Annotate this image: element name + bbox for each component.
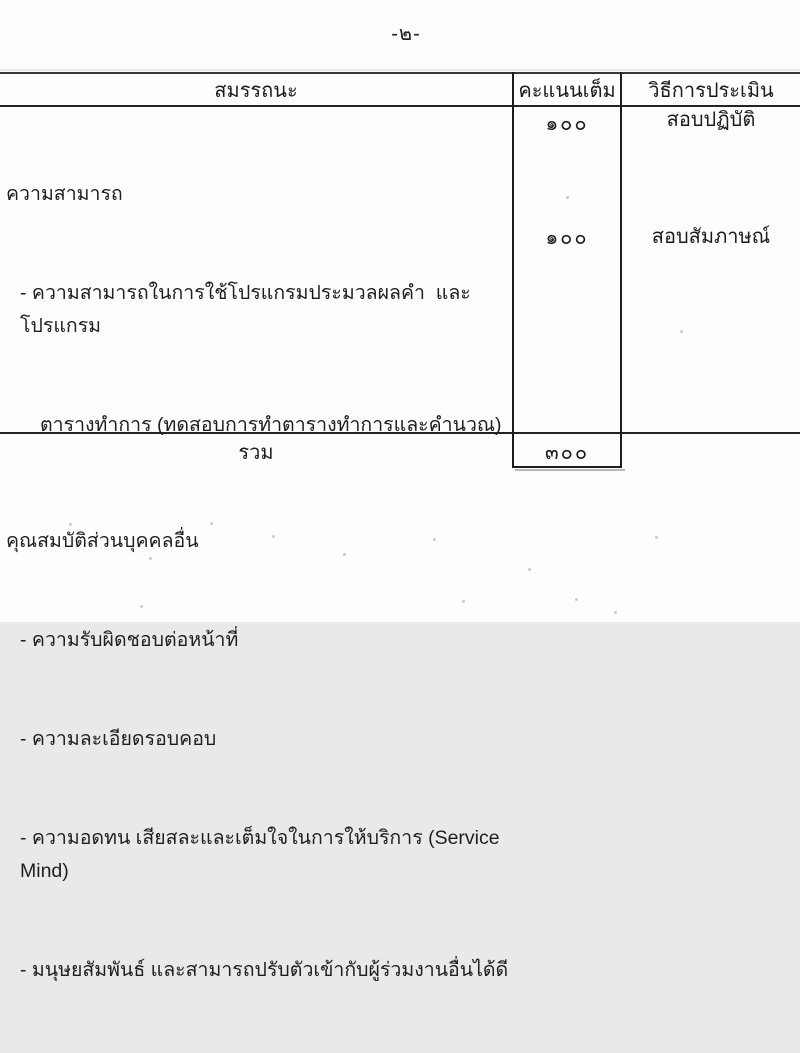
column-header-full-score: คะแนนเต็ม	[518, 79, 616, 102]
scan-speck	[433, 538, 436, 541]
competency-line: - ความสามารถในการใช้โปรแกรมประมวลผลคำ และโปรแกรม	[20, 282, 471, 337]
competency-line: - ความรับผิดชอบต่อหน้าที่	[20, 629, 239, 651]
full-score-value-row-1: ๑๐๐	[545, 113, 589, 135]
scan-speck	[614, 611, 617, 614]
scan-speck	[343, 553, 346, 556]
competency-line: ตารางทำการ (ทดสอบการทำตารางทำการและคำนวณ)	[40, 414, 502, 436]
scan-speck	[272, 535, 275, 538]
total-score-cell-bottom-border	[512, 466, 622, 468]
total-row-label: รวม	[238, 442, 274, 464]
competency-column-body	[0, 106, 511, 1053]
assessment-method-row-1: สอบปฏิบัติ	[666, 109, 756, 131]
scan-speck	[140, 605, 143, 608]
scan-speck	[69, 523, 72, 526]
competency-line: - มนุษยสัมพันธ์ และสามารถปรับตัวเข้ากับผู้ร่วมงานอื่นได้ดี	[20, 959, 509, 981]
scan-speck	[566, 196, 569, 199]
scan-speck	[210, 522, 213, 525]
scan-speck	[528, 568, 531, 571]
scan-speck	[575, 598, 578, 601]
column-header-competency: สมรรถนะ	[214, 79, 298, 102]
page-number: -๒-	[391, 23, 421, 45]
competency-group-title: คุณสมบัติส่วนบุคคลอื่น	[6, 530, 199, 552]
scan-speck	[655, 536, 658, 539]
assessment-method-row-2: สอบสัมภาษณ์	[651, 226, 771, 248]
competency-group-title: ความสามารถ	[6, 183, 123, 205]
scan-speck	[149, 557, 152, 560]
scan-speck	[680, 330, 683, 333]
competency-line: - ความอดทน เสียสละและเต็มใจในการให้บริการ (Service Mind)	[20, 827, 506, 882]
scan-speck	[462, 600, 465, 603]
column-header-assessment-method: วิธีการประเมิน	[648, 79, 774, 102]
total-score-value: ๓๐๐	[544, 442, 590, 464]
full-score-value-row-2: ๑๐๐	[545, 227, 589, 249]
competency-line: - ความละเอียดรอบคอบ	[20, 728, 217, 750]
